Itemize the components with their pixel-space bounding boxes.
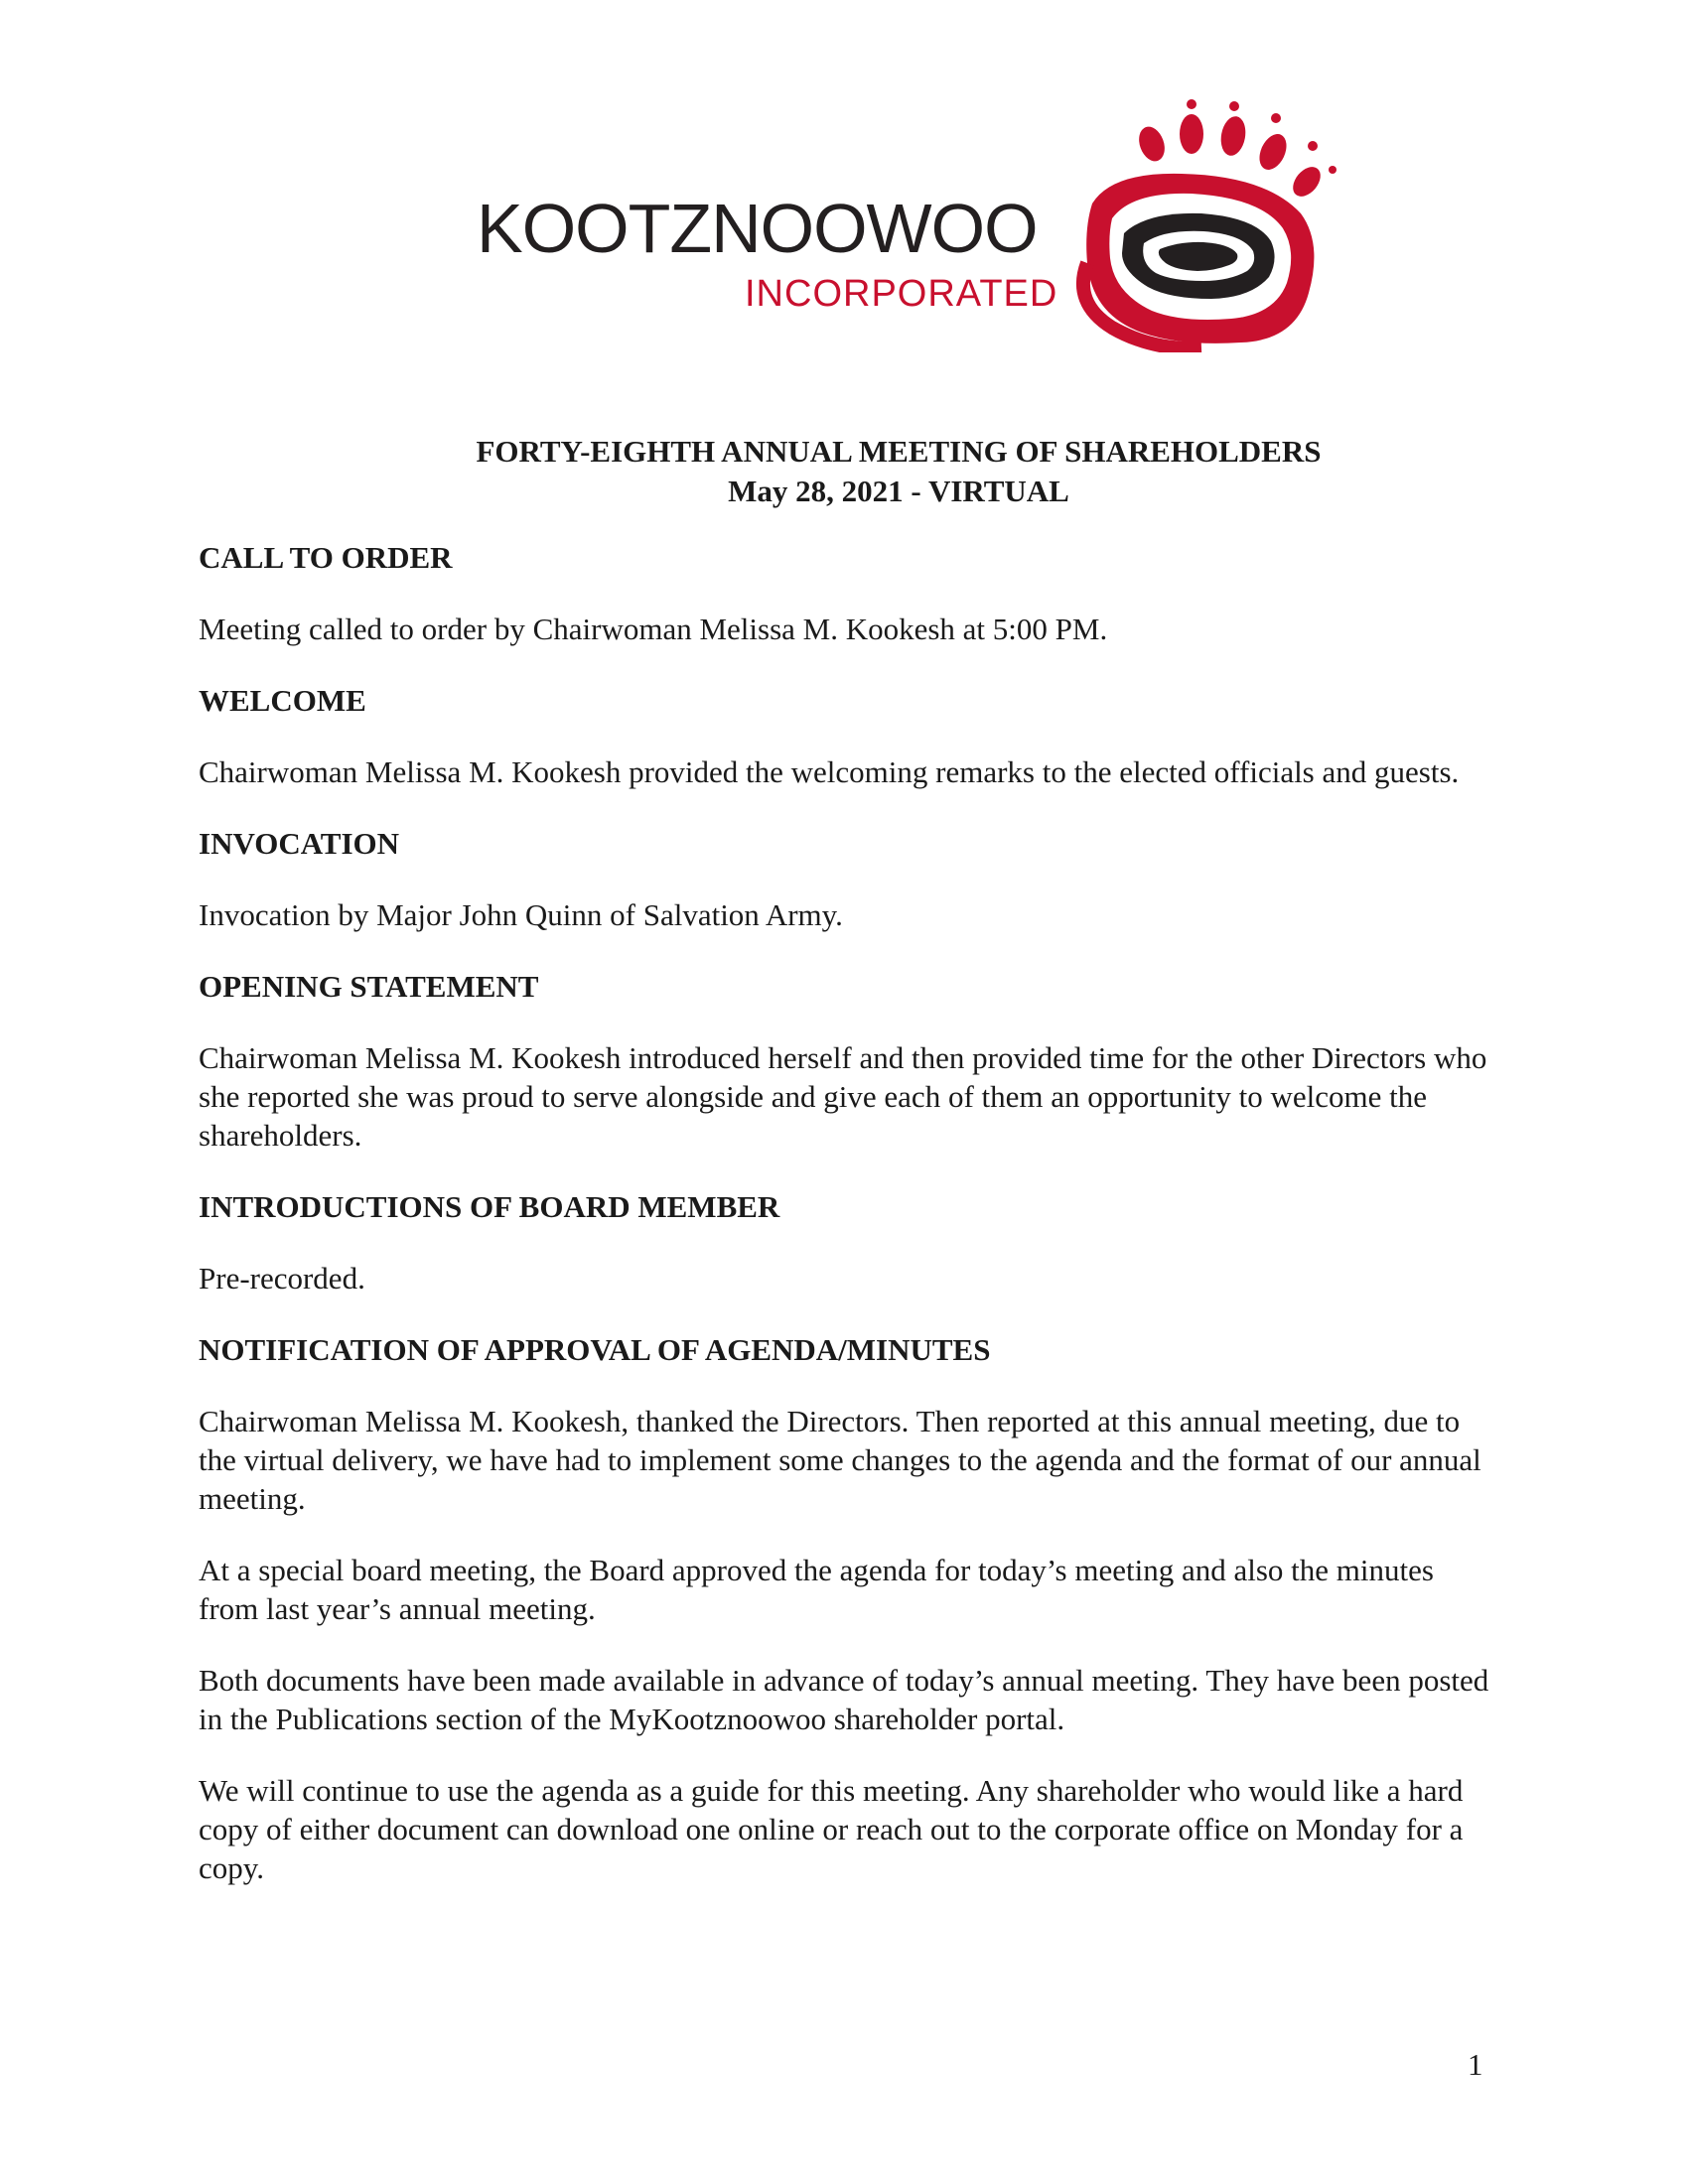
- heading-opening-statement: OPENING STATEMENT: [199, 969, 539, 1004]
- text-notification-p1: Chairwoman Melissa M. Kookesh, thanked the Directors. Then reported at this annual meeting, due to the virtual delivery, we have had to implement some changes to the agenda and the format of our annual meeting.: [199, 1404, 1481, 1516]
- company-logo: [467, 94, 1340, 352]
- minutes-body: [199, 538, 1494, 1887]
- text-call-to-order: Meeting called to order by Chairwoman Melissa M. Kookesh at 5:00 PM.: [199, 612, 1108, 646]
- bear-paw-icon: [1053, 94, 1340, 352]
- title-line-2: May 28, 2021 - VIRTUAL: [728, 474, 1069, 508]
- text-notification-p4: We will continue to use the agenda as a guide for this meeting. Any shareholder who would like a hard copy of either document can download one online or reach out to the corporate office on Monday for a copy.: [199, 1773, 1464, 1885]
- heading-notification: NOTIFICATION OF APPROVAL OF AGENDA/MINUTES: [199, 1332, 991, 1367]
- heading-introductions: INTRODUCTIONS OF BOARD MEMBER: [199, 1189, 780, 1224]
- text-notification-p3: Both documents have been made available in advance of today’s annual meeting. They have been posted in the Publications section of the MyKootznoowoo shareholder portal.: [199, 1663, 1489, 1736]
- text-welcome: Chairwoman Melissa M. Kookesh provided the welcoming remarks to the elected officials and guests.: [199, 754, 1460, 789]
- logo-wordmark: KOOTZNOOWOO: [477, 190, 1038, 267]
- text-introductions: Pre-recorded.: [199, 1261, 365, 1296]
- text-notification-p2: At a special board meeting, the Board approved the agenda for today’s meeting and also the minutes from last year’s annual meeting.: [199, 1553, 1434, 1626]
- heading-invocation: INVOCATION: [199, 826, 400, 861]
- page-number: 1: [1468, 2047, 1483, 2082]
- title-line-1: FORTY-EIGHTH ANNUAL MEETING OF SHAREHOLDERS: [476, 434, 1322, 469]
- heading-welcome: WELCOME: [199, 683, 366, 718]
- document-title: [0, 432, 1688, 511]
- text-invocation: Invocation by Major John Quinn of Salvation Army.: [199, 897, 843, 932]
- text-opening-statement: Chairwoman Melissa M. Kookesh introduced herself and then provided time for the other Directors who she reported she was proud to serve alongside and give each of them an opportunity to welcome the shareholders.: [199, 1040, 1487, 1153]
- logo-subtitle: INCORPORATED: [745, 273, 1058, 315]
- heading-call-to-order: CALL TO ORDER: [199, 540, 453, 575]
